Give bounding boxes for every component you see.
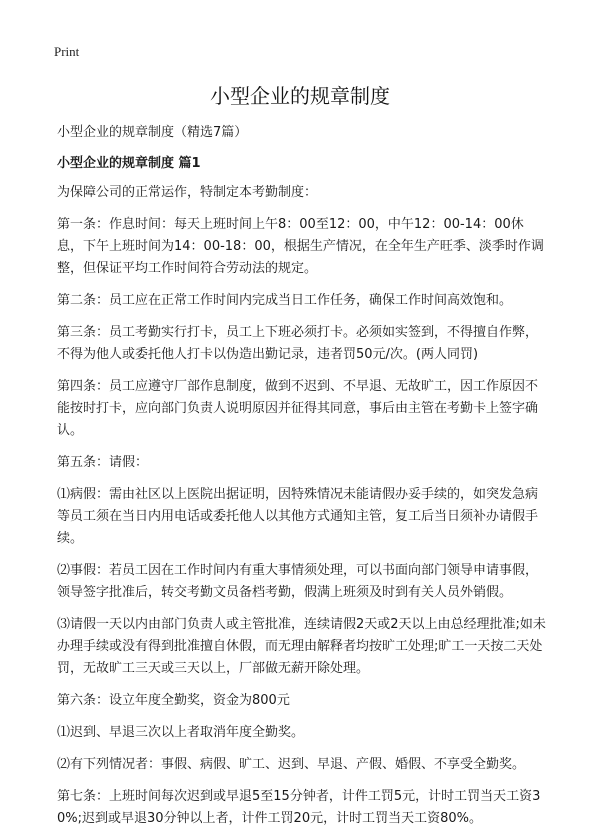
paragraph-article-1: 第一条：作息时间：每天上班时间上午8：00至12：00，中午12：00-14：00休息，下午上班时间为14：00-18：00，根据生产情况，在全年生产旺季、淡季时作调整，但保证平均工作时间符合劳动法的规定。 <box>57 217 544 276</box>
section-heading: 小型企业的规章制度 篇1 <box>57 156 201 171</box>
paragraph-article-3: 第三条：员工考勤实行打卡，员工上下班必须打卡。必须如实签到，不得擅自作弊，不得为他人或委托他人打卡以伪造出勤记录，违者罚50元/次。(两人同罚) <box>57 325 539 362</box>
paragraph-article-4: 第四条：员工应遵守厂部作息制度，做到不迟到、不早退、无故旷工，因工作原因不能按时打卡，应向部门负责人说明原因并征得其同意，事后由主管在考勤卡上签字确认。 <box>57 379 539 438</box>
paragraph-personal-leave: ⑵事假：若员工因在工作时间内有重大事情须处理，可以书面向部门领导申请事假，领导签字批准后，转交考勤文员备档考勤，假满上班须及时到有关人员外销假。 <box>57 563 539 600</box>
paragraph-article-7: 第七条：上班时间每次迟到或早退5至15分钟者，计件工罚5元，计时工罚当天工资30%;迟到或早退30分钟以上者，计件工罚20元，计时工罚当天工资80%。 <box>57 789 541 826</box>
paragraph-sick-leave: ⑴病假：需由社区以上医院出据证明，因特殊情况未能请假办妥手续的，如突发急病等员工须在当日内用电话或委托他人以其他方式通知主管，复工后当日须补办请假手续。 <box>57 487 539 546</box>
paragraph-attendance-rule-2: ⑵有下列情况者：事假、病假、旷工、迟到、早退、产假、婚假、不享受全勤奖。 <box>57 757 526 772</box>
print-link[interactable]: Print <box>54 44 80 59</box>
paragraph-article-6: 第六条：设立年度全勤奖，资金为800元 <box>57 693 290 708</box>
document-body <box>57 122 549 840</box>
document-subtitle: 小型企业的规章制度（精选7篇） <box>57 125 248 140</box>
paragraph-attendance-rule-1: ⑴迟到、早退三次以上者取消年度全勤奖。 <box>57 725 305 740</box>
paragraph-article-5: 第五条：请假： <box>57 455 149 470</box>
paragraph-intro: 为保障公司的正常运作，特制定本考勤制度： <box>57 185 318 200</box>
paragraph-article-2: 第二条：员工应在正常工作时间内完成当日工作任务，确保工作时间高效饱和。 <box>57 293 513 308</box>
paragraph-leave-approval: ⑶请假一天以内由部门负责人或主管批准，连续请假2天或2天以上由总经理批准;如未办理手续或没有得到批准擅自休假，而无理由解释者均按旷工处理;旷工一天按二天处罚，无故旷工三天或三天以上，厂部做无薪开除处理。 <box>57 617 546 676</box>
document-title: 小型企业的规章制度 <box>210 84 390 108</box>
